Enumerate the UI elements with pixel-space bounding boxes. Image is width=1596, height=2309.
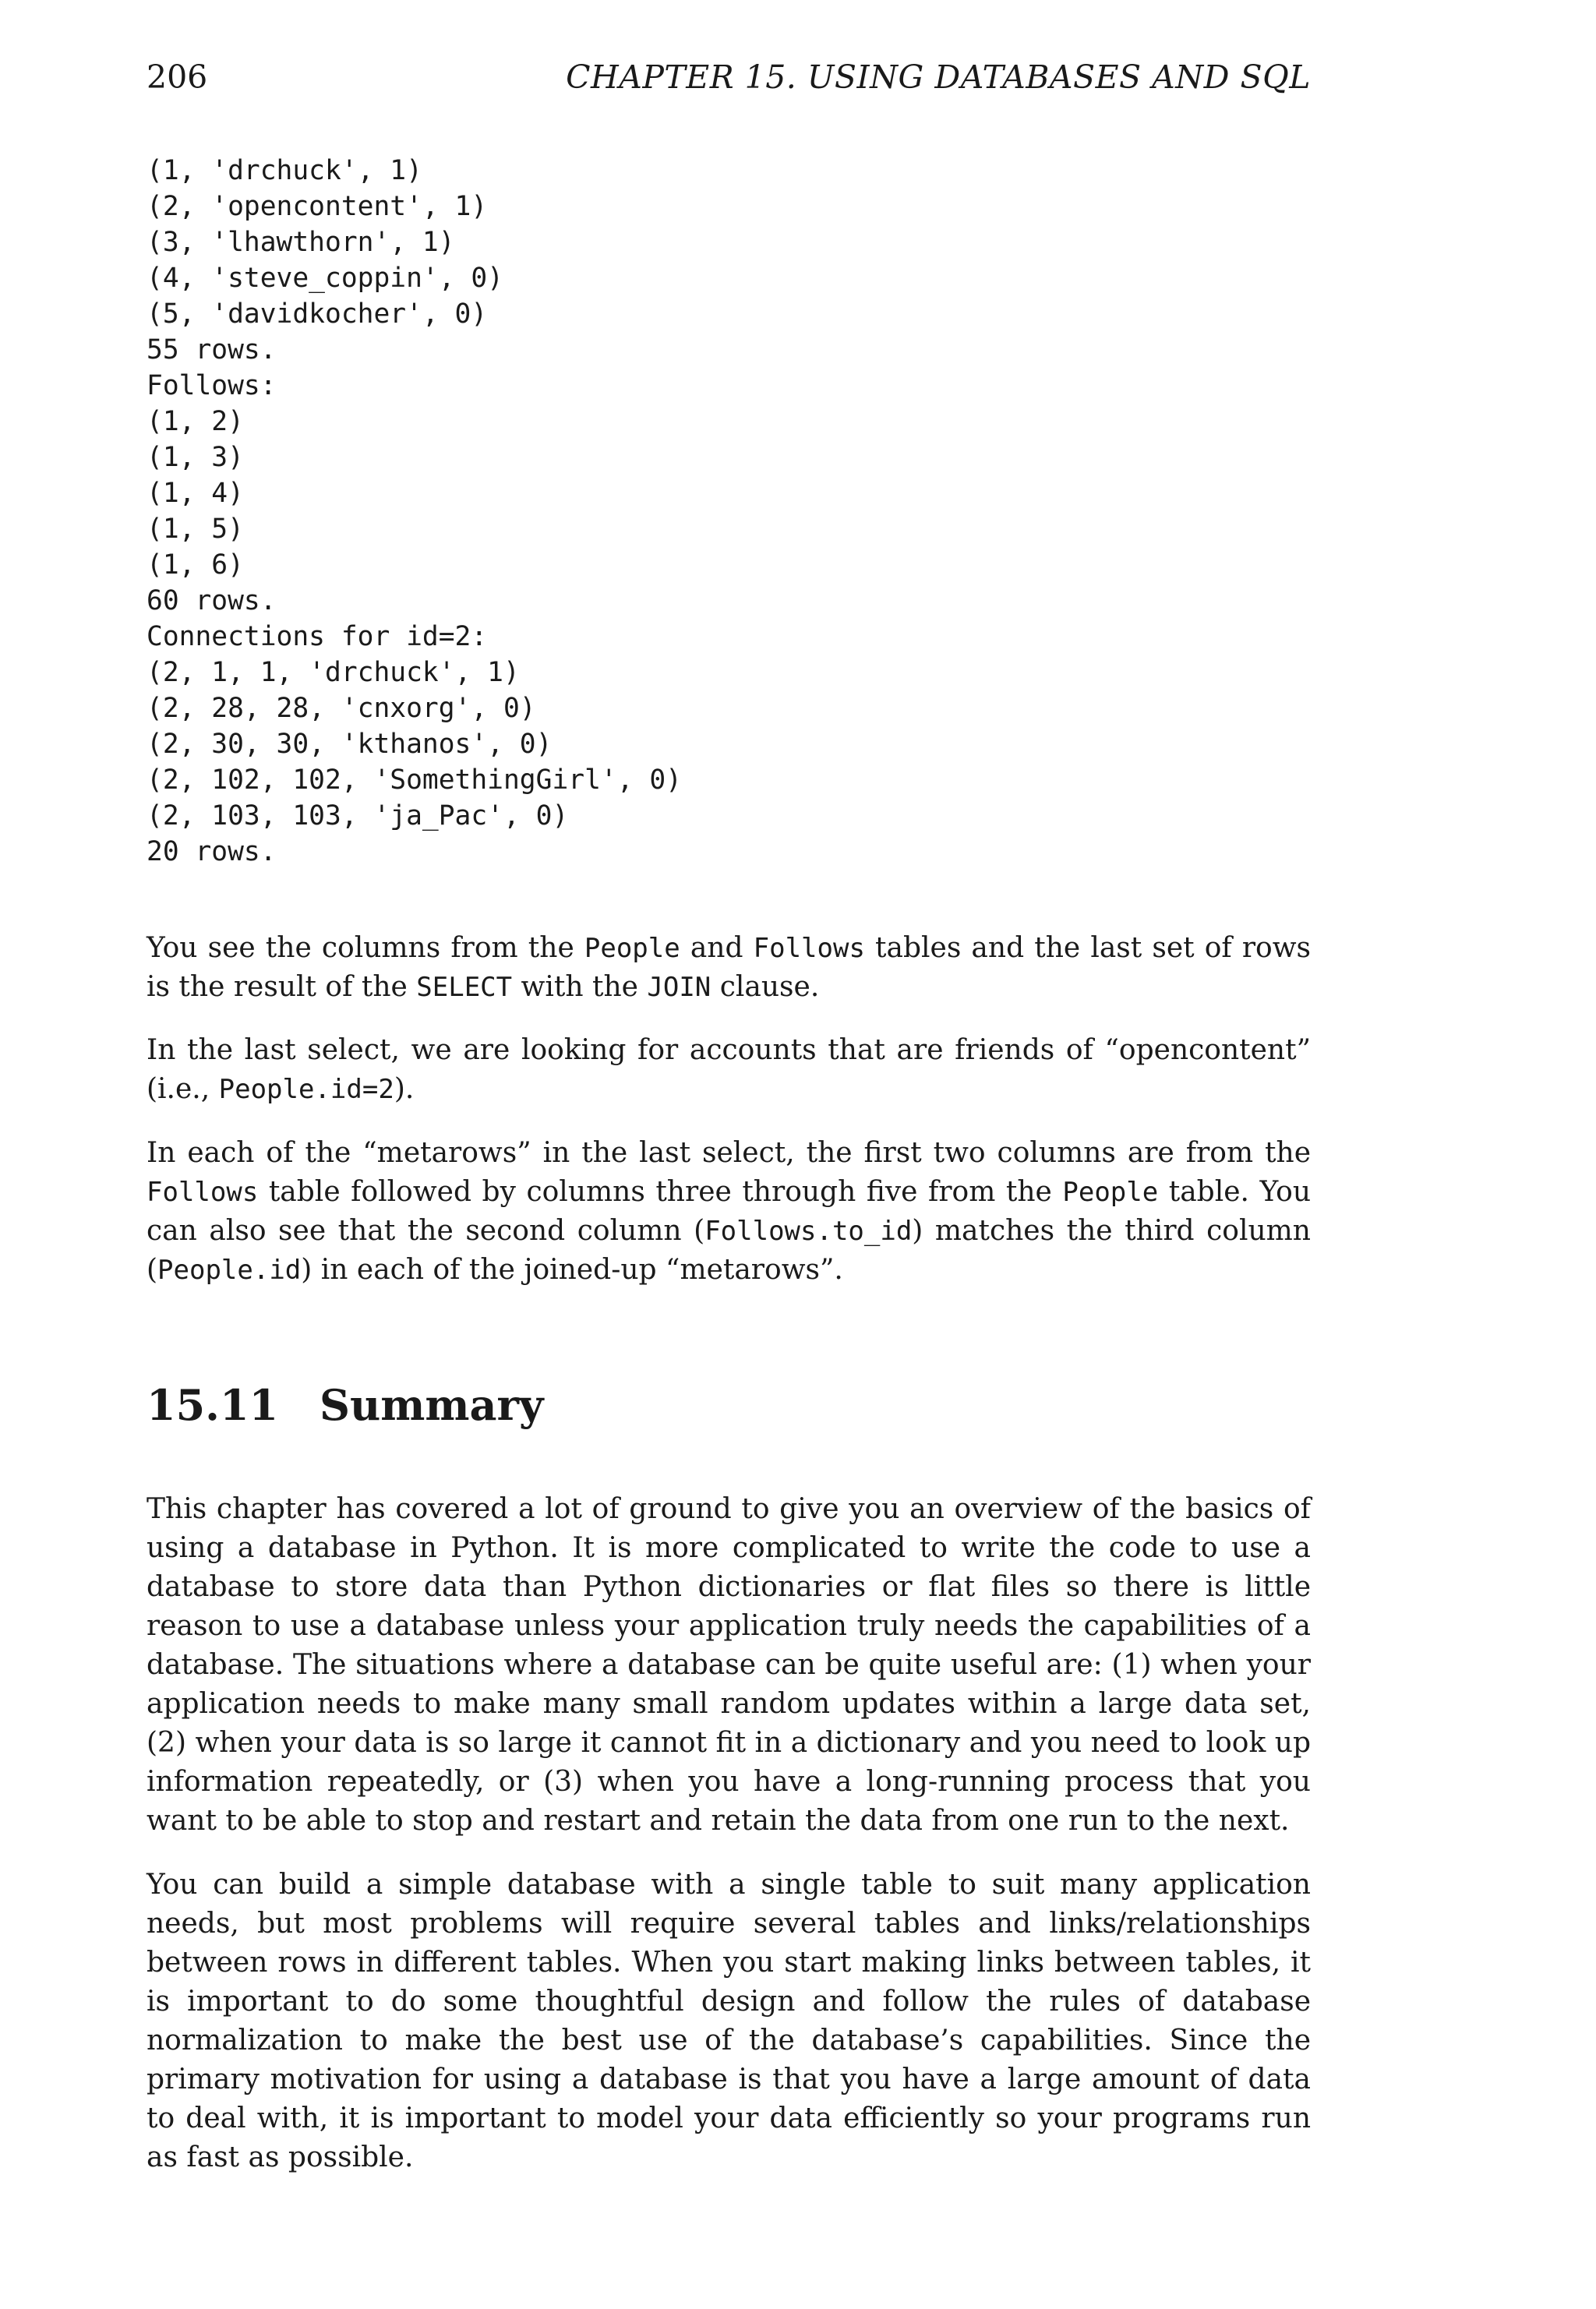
text-run: In each of the “metarows” in the last select, the first two columns are from the: [147, 1137, 1311, 1169]
code-line: (1, 6): [147, 549, 244, 581]
inline-code: Follows: [753, 933, 865, 964]
page-number: 206: [147, 58, 208, 96]
running-header: [147, 58, 1311, 97]
paragraph-last-select: [147, 1031, 1311, 1109]
section-heading: [147, 1378, 543, 1432]
text-run: and: [680, 932, 754, 964]
book-page: [147, 0, 1311, 2309]
text-run: ) in each of the joined-up “metarows”.: [301, 1254, 843, 1286]
summary-paragraph: You can build a simple database with a single table to suit many application needs, but most problems will require several tables and links/relationships between rows in different tables. When you start making links between tables, it is important to do some thoughtful design and follow the rules of database normalization to make the best use of the database’s capabilities. Since the primary motivation for using a database is that you have a large amount of data to deal with, it is important to model your data efficiently so your programs run as fast as possible.: [147, 1869, 1311, 2173]
code-line: (3, 'lhawthorn', 1): [147, 227, 455, 258]
code-line: (1, 4): [147, 478, 244, 509]
code-line: (1, 5): [147, 514, 244, 545]
text-run: In the last select, we are looking for accounts that are friends of “opencontent” (i.e.,: [147, 1034, 1311, 1105]
code-line: Follows:: [147, 370, 277, 401]
code-line: Connections for id=2:: [147, 621, 488, 652]
text-run: clause.: [711, 971, 820, 1003]
code-line: (4, 'steve_coppin', 0): [147, 263, 503, 294]
text-run: tables and the last set of rows is the result of the: [147, 932, 1311, 1003]
code-output-block: [147, 153, 682, 870]
code-line: 55 rows.: [147, 334, 277, 365]
code-line: (2, 30, 30, 'kthanos', 0): [147, 729, 553, 760]
inline-code: People.id=2: [218, 1074, 394, 1105]
text-run: ).: [394, 1073, 415, 1105]
inline-code: JOIN: [647, 972, 711, 1003]
inline-code: People: [584, 933, 680, 964]
code-line: (5, 'davidkocher', 0): [147, 298, 488, 330]
inline-code: Follows.to_id: [704, 1216, 913, 1247]
inline-code: Follows: [147, 1177, 259, 1208]
text-run: table. You can also see that the second column (: [147, 1176, 1311, 1247]
code-line: (1, 'drchuck', 1): [147, 155, 422, 186]
code-line: (2, 102, 102, 'SomethingGirl', 0): [147, 764, 682, 796]
code-line: (2, 'opencontent', 1): [147, 191, 488, 222]
text-run: You see the columns from the: [147, 932, 584, 964]
chapter-title: CHAPTER 15. USING DATABASES AND SQL: [566, 58, 1311, 96]
code-line: (2, 1, 1, 'drchuck', 1): [147, 657, 520, 688]
inline-code: People.id: [157, 1255, 302, 1286]
inline-code: People: [1062, 1177, 1159, 1208]
section-title: Summary: [320, 1380, 544, 1430]
summary-paragraph: This chapter has covered a lot of ground to give you an overview of the basics of using a database in Python. It is more complicated to write the code to use a database to store data than Python dictionaries or flat files so there is little reason to use a database unless your application truly needs the capabilities of a database. The situations where a database can be quite useful are: (1) when your application needs to make many small random updates within a large data set, (2) when your data is so large it cannot fit in a dictionary and you need to look up information repeatedly, or (3) when you have a long-running process that you want to be able to stop and restart and retain the data from one run to the next.: [147, 1493, 1311, 1837]
code-line: (2, 103, 103, 'ja_Pac', 0): [147, 800, 569, 831]
paragraph-columns-explanation: [147, 929, 1311, 1007]
code-line: (2, 28, 28, 'cnxorg', 0): [147, 693, 536, 724]
text-run: with the: [512, 971, 648, 1003]
text-run: ) matches the third column (: [147, 1215, 1311, 1286]
inline-code: SELECT: [416, 972, 513, 1003]
code-line: (1, 2): [147, 406, 244, 437]
text-run: table followed by columns three through five from the: [258, 1176, 1063, 1208]
section-number: 15.11: [147, 1380, 279, 1430]
paragraph-metarows: [147, 1134, 1311, 1290]
code-line: 60 rows.: [147, 585, 277, 616]
code-line: 20 rows.: [147, 836, 277, 867]
code-line: (1, 3): [147, 442, 244, 473]
